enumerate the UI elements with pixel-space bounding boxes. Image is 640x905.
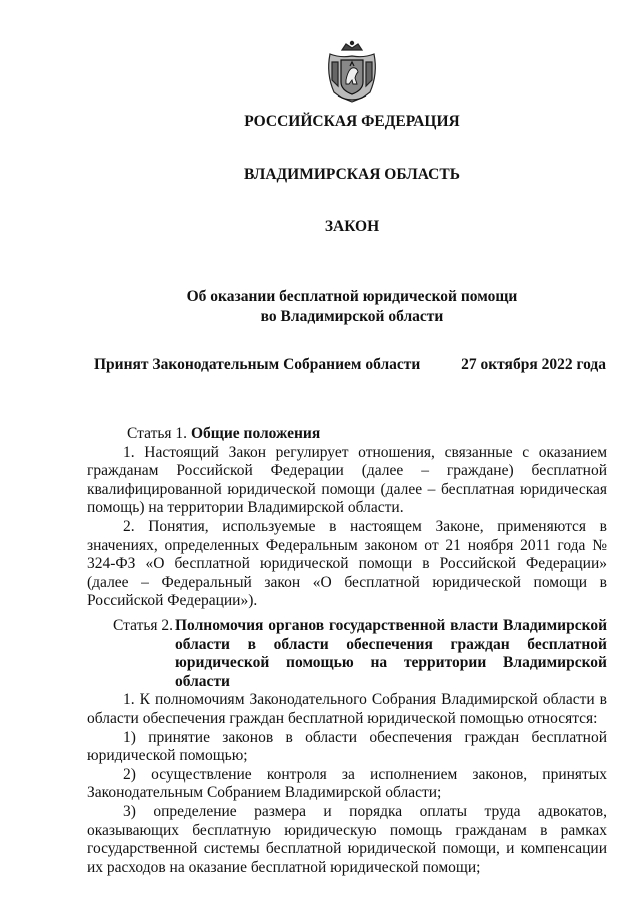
article-1-title: Общие положения (190, 425, 321, 442)
law-title (0, 287, 640, 327)
article-1-label: Статья 1. (127, 425, 188, 442)
article-2-item-1: 1) принятие законов в области обеспечения граждан бесплатной юридической помощью; (87, 728, 607, 765)
adopted-by: Принят Законодательным Собранием области (94, 356, 421, 373)
adoption-date: 27 октября 2022 года (461, 356, 606, 373)
country-heading: РОССИЙСКАЯ ФЕДЕРАЦИЯ (244, 113, 460, 130)
region-heading: ВЛАДИМИРСКАЯ ОБЛАСТЬ (244, 166, 460, 183)
article-2 (87, 617, 607, 877)
article-1 (87, 425, 607, 611)
article-1-heading (87, 425, 607, 444)
law-title-line-2: во Владимирской области (260, 308, 444, 325)
law-title-line-1: Об оказании бесплатной юридической помощи (186, 288, 518, 305)
article-2-heading (87, 617, 607, 691)
article-1-paragraph-2: 2. Понятия, используемые в настоящем Законе, применяются в значениях, определенных Федеральным законом от 21 ноября 2011 года № 324-ФЗ «О бесплатной юридической помощи в Российской Федерации» (далее – Федеральный закон «О бесплатной юридической помощи в Российской Федерации»). (87, 517, 607, 610)
article-1-paragraph-1: 1. Настоящий Закон регулирует отношения, связанные с оказанием гражданам Российской Федерации (далее – граждане) бесплатной квалифицированной юридической помощи (далее – бесплатная юридическая помощь) на территории Владимирской области. (87, 443, 607, 517)
document-type-heading: ЗАКОН (324, 218, 380, 235)
article-2-label: Статья 2. (113, 617, 174, 634)
coat-of-arms-icon (324, 40, 380, 106)
article-2-title: Полномочия органов государственной власти Владимирской области в области обеспечения граждан бесплатной юридической помощью на территории Владимирской области (175, 617, 607, 690)
adoption-line (94, 356, 606, 374)
article-2-paragraph-1: 1. К полномочиям Законодательного Собрания Владимирской области в области обеспечения граждан бесплатной юридической помощью относятся: (87, 691, 607, 727)
article-2-item-3: 3) определение размера и порядка оплаты труда адвокатов, оказывающих бесплатную юридическую помощь гражданам в рамках государственной системы бесплатной юридической помощи, и компенсации их расходов на оказание бесплатной юридической помощи; (87, 802, 607, 876)
article-2-item-2: 2) осуществление контроля за исполнением законов, принятых Законодательным Собранием Владимирской области; (87, 765, 607, 802)
